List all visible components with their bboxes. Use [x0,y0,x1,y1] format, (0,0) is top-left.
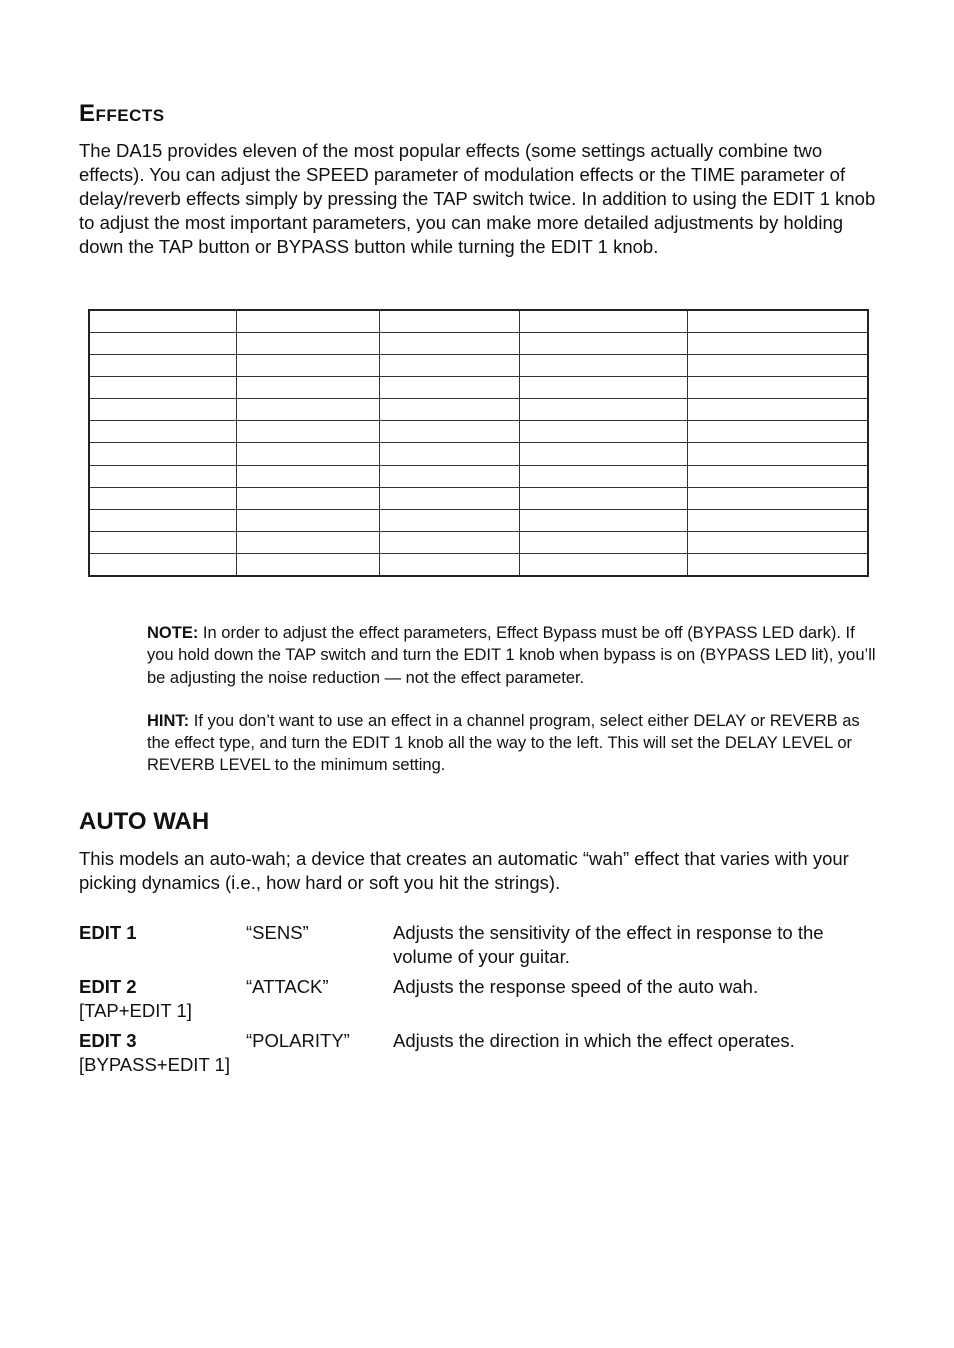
table-cell [89,355,236,377]
table-cell [519,487,687,509]
table-cell [519,421,687,443]
param-row-edit2 [79,975,879,1029]
hint-label: HINT: [147,711,190,730]
param-description: Adjusts the sensitivity of the effect in response to the volume of your guitar. [393,922,824,967]
param-row-edit3 [79,1029,879,1083]
table-cell [89,553,236,576]
table-cell [687,553,868,576]
table-cell [236,333,379,355]
table-row [89,355,868,377]
table-cell [519,531,687,553]
param-description: Adjusts the direction in which the effect operates. [393,1030,795,1051]
hint-text: If you don’t want to use an effect in a channel program, select either DELAY or REVERB as the effect type, and turn the EDIT 1 knob all the way to the left. This will set the DELAY LEVEL or REVERB LEVEL to the minimum setting. [147,711,860,775]
table-cell [687,443,868,465]
table-cell [687,333,868,355]
param-edit-cell [79,1029,246,1077]
table-row [89,509,868,531]
table-cell [89,399,236,421]
param-row-edit1 [79,921,879,975]
table-cell [519,310,687,333]
table-row [89,443,868,465]
table-row [89,377,868,399]
table-cell [89,421,236,443]
table-cell [236,531,379,553]
table-cell [519,377,687,399]
table-cell [236,553,379,576]
param-description: Adjusts the response speed of the auto wah. [393,976,759,997]
param-name: “SENS” [246,922,309,943]
table-cell [379,399,519,421]
auto-wah-description: This models an auto-wah; a device that creates an automatic “wah” effect that varies with your picking dynamics (i.e., how hard or soft you hit the strings). [79,848,849,893]
table-cell [89,531,236,553]
param-edit-label: EDIT 2 [79,976,137,997]
param-combo-label: [BYPASS+EDIT 1] [79,1054,230,1075]
table-cell [89,333,236,355]
table-cell [379,465,519,487]
table-row [89,465,868,487]
table-cell [236,421,379,443]
notes-block [147,622,879,798]
table-cell [379,377,519,399]
table-cell [519,465,687,487]
table-cell [236,377,379,399]
table-cell [519,553,687,576]
note-paragraph [147,622,879,689]
table-row [89,487,868,509]
param-edit-label: EDIT 3 [79,1030,137,1051]
table-cell [687,310,868,333]
table-cell [379,531,519,553]
table-cell [236,443,379,465]
table-cell [89,509,236,531]
table-cell [687,465,868,487]
param-name: “POLARITY” [246,1030,350,1051]
table-cell [379,310,519,333]
table-cell [687,487,868,509]
table-row [89,333,868,355]
param-edit-cell [79,921,246,945]
effects-heading: Effects [79,100,165,127]
table-cell [379,333,519,355]
param-combo-label: [TAP+EDIT 1] [79,1000,192,1021]
table-cell [519,443,687,465]
table-row [89,310,868,333]
effects-table-body [89,310,868,576]
table-cell [236,355,379,377]
param-edit-label: EDIT 1 [79,922,137,943]
table-cell [89,377,236,399]
table-cell [519,399,687,421]
table-cell [687,509,868,531]
table-cell [379,509,519,531]
table-row [89,531,868,553]
table-cell [89,465,236,487]
table-row [89,421,868,443]
table-cell [236,465,379,487]
table-cell [687,355,868,377]
table-cell [89,487,236,509]
table-row [89,399,868,421]
table-cell [519,333,687,355]
table-cell [236,487,379,509]
table-cell [519,355,687,377]
auto-wah-params [79,921,879,1083]
table-cell [236,509,379,531]
table-cell [89,310,236,333]
note-text: In order to adjust the effect parameters, Effect Bypass must be off (BYPASS LED dark). If you hold down the TAP switch and turn the EDIT 1 knob when bypass is on (BYPASS LED lit), you’ll be adjusting the noise reduction — not the effect parameter. [147,624,876,687]
table-row [89,553,868,576]
table-cell [379,421,519,443]
auto-wah-heading: AUTO WAH [79,808,210,835]
table-cell [687,377,868,399]
table-cell [89,443,236,465]
note-label: NOTE: [147,624,199,642]
table-cell [379,487,519,509]
param-edit-cell [79,975,246,1023]
effects-intro: The DA15 provides eleven of the most popular effects (some settings actually combine two effects). You can adjust the SPEED parameter of modulation effects or the TIME parameter of delay/reverb effects simply by pressing the TAP switch twice. In addition to using the EDIT 1 knob to adjust the most important parameters, you can make more detailed adjustments by holding down the TAP button or BYPASS button while turning the EDIT 1 knob. [79,140,876,257]
table-cell [236,399,379,421]
table-cell [379,443,519,465]
hint-paragraph [147,710,879,777]
table-cell [236,310,379,333]
table-cell [687,531,868,553]
table-cell [687,421,868,443]
effects-table [88,309,869,577]
table-cell [379,553,519,576]
table-cell [379,355,519,377]
table-cell [687,399,868,421]
table-cell [519,509,687,531]
param-name: “ATTACK” [246,976,329,997]
